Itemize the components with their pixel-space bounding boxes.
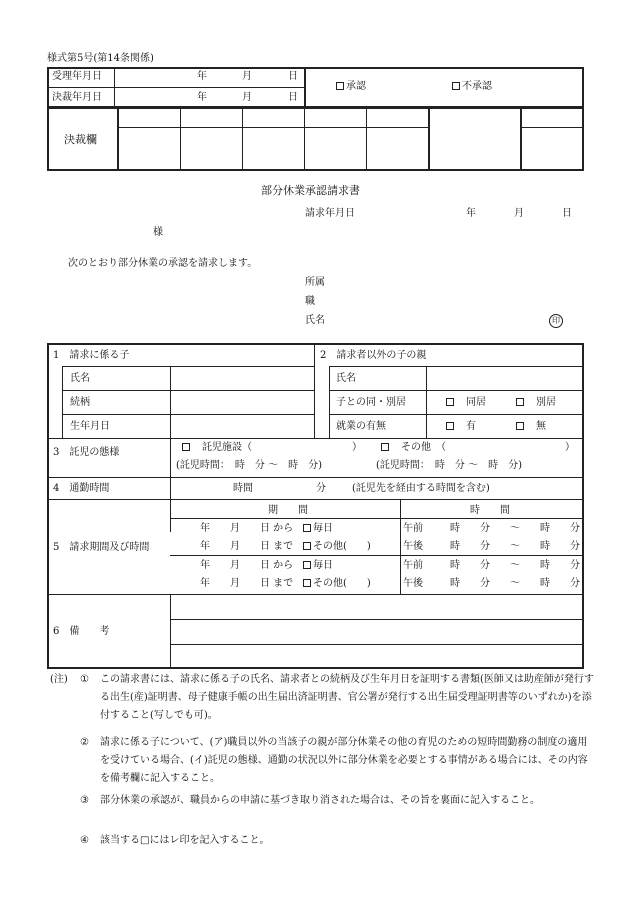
commute-hours-label: 時間 (233, 483, 253, 494)
employed-yes-label: 有 (466, 421, 476, 432)
period-start-date: 年 月 日 から (200, 560, 294, 571)
facility-close-paren: ） (352, 442, 362, 453)
intro-text: 次のとおり部分休業の承認を請求します。 (68, 258, 258, 269)
requester-name-label: 氏名 (305, 315, 325, 326)
pm-label: 午後 (403, 541, 423, 552)
month-label: 月 (242, 71, 252, 82)
employed-yes-checkbox[interactable] (446, 422, 454, 430)
daily-label: 毎日 (313, 523, 333, 534)
time-range: 時 分 ～ 時 分 (450, 523, 580, 534)
employed-no-label: 無 (536, 421, 546, 432)
facility-time-line: (託児時間： 時 分 ～ 時 分) (176, 460, 322, 471)
other-days-option[interactable] (303, 542, 371, 552)
note-item (50, 671, 595, 725)
time-range: 時 分 ～ 時 分 (450, 560, 580, 571)
month-label: 月 (242, 92, 252, 103)
section5-heading: 5 請求期間及び時間 (53, 542, 150, 553)
received-date-label: 受理年月日 (52, 71, 102, 82)
daily-checkbox[interactable] (303, 561, 311, 569)
daily-checkbox[interactable] (303, 524, 311, 532)
section2-heading: 2 請求者以外の子の親 (320, 350, 427, 361)
year-label: 年 (197, 71, 207, 82)
employed-yes-option[interactable] (446, 422, 476, 432)
approve-option[interactable] (336, 82, 366, 92)
child-birthdate-label: 生年月日 (70, 421, 110, 432)
year-label: 年 (466, 208, 476, 219)
time-range: 時 分 ～ 時 分 (450, 541, 580, 552)
day-label: 日 (288, 71, 298, 82)
cohabitation-label: 子との同・別居 (336, 397, 406, 408)
note-item (50, 792, 595, 810)
daily-option[interactable] (303, 524, 333, 534)
period-header: 期 間 (268, 505, 308, 516)
commute-minutes-label: 分 (316, 483, 326, 494)
am-label: 午前 (403, 560, 423, 571)
decided-date-label: 決裁年月日 (52, 92, 102, 103)
note-number: ④ (80, 835, 89, 846)
parent-name-label: 氏名 (336, 373, 356, 384)
day-label: 日 (288, 92, 298, 103)
time-range: 時 分 ～ 時 分 (450, 578, 580, 589)
day-label: 日 (562, 208, 572, 219)
notes-label: (注) (50, 674, 68, 685)
section3-heading: 3 託児の態様 (53, 447, 120, 458)
other-option[interactable] (381, 443, 446, 453)
note-number: ③ (80, 795, 89, 806)
disapprove-option[interactable] (452, 82, 492, 92)
request-date-label: 請求年月日 (305, 208, 355, 219)
period-end-date: 年 月 日 まで (200, 541, 294, 552)
other-time-line: (託児時間： 時 分 ～ 時 分) (376, 460, 522, 471)
employed-no-option[interactable] (516, 422, 546, 432)
document-title: 部分休業承認請求書 (261, 184, 360, 197)
daily-label: 毎日 (313, 560, 333, 571)
employed-no-checkbox[interactable] (516, 422, 524, 430)
other-days-checkbox[interactable] (303, 579, 311, 587)
commute-note: (託児先を経由する時間を含む) (352, 483, 490, 494)
separate-checkbox[interactable] (516, 398, 524, 406)
note-text: 該当する□にはレ印を記入すること。 (100, 835, 270, 846)
separate-option[interactable] (516, 398, 556, 408)
child-name-label: 氏名 (70, 373, 90, 384)
note-text: この請求書には、請求に係る子の氏名、請求者との続柄及び生年月日を証明する書類(医師又は助産師が発行する出生(産)証明書、母子健康手帳の出生届出済証明書、官公署が発行する出生届受理証明書等のいずれか)を添付すること(写しでも可)。 (100, 674, 594, 721)
decision-box (47, 107, 584, 171)
am-label: 午前 (403, 523, 423, 534)
approve-checkbox[interactable] (336, 82, 344, 90)
facility-option[interactable] (182, 443, 252, 453)
note-text: 部分休業の承認が、職員からの申請に基づき取り消された場合は、その旨を裏面に記入すること。 (100, 795, 540, 806)
remarks-field[interactable] (172, 596, 582, 668)
daily-option[interactable] (303, 561, 333, 571)
note-item (50, 734, 595, 788)
approve-label: 承認 (346, 81, 366, 92)
note-text: 請求に係る子について、(ア)職員以外の当該子の親が部分休業その他の育児のための短時間勤務の制度の適用を受けている場合、(イ)託児の態様、通勤の状況以外に部分休業を必要とする事情がある場合には、その内容を備考欄に記入すること。 (100, 737, 588, 784)
decision-column-label: 決裁欄 (64, 133, 97, 146)
seal-icon: 印 (549, 314, 563, 328)
cohabit-checkbox[interactable] (446, 398, 454, 406)
section4-heading: 4 通勤時間 (53, 483, 110, 494)
cohabit-option[interactable] (446, 398, 486, 408)
position-label: 職 (305, 296, 315, 307)
year-label: 年 (197, 92, 207, 103)
disapprove-label: 不承認 (462, 81, 492, 92)
addressee-suffix: 様 (153, 227, 163, 238)
month-label: 月 (514, 208, 524, 219)
facility-label: 託児施設（ (202, 442, 252, 453)
separate-label: 別居 (536, 397, 556, 408)
pm-label: 午後 (403, 578, 423, 589)
form-id: 様式第5号(第14条関係) (47, 53, 154, 64)
period-end-date: 年 月 日 まで (200, 578, 294, 589)
employment-label: 就業の有無 (336, 421, 386, 432)
time-header: 時 間 (470, 505, 510, 516)
note-item (50, 832, 595, 850)
affiliation-label: 所属 (305, 277, 325, 288)
other-days-label: その他( ) (313, 578, 371, 589)
other-checkbox[interactable] (381, 443, 389, 451)
other-close-paren: ） (565, 442, 575, 453)
note-number: ② (80, 737, 89, 748)
other-label: その他 （ (401, 442, 446, 453)
child-relation-label: 続柄 (70, 397, 90, 408)
disapprove-checkbox[interactable] (452, 82, 460, 90)
period-start-date: 年 月 日 から (200, 523, 294, 534)
other-days-checkbox[interactable] (303, 542, 311, 550)
section6-heading: 6 備 考 (53, 626, 110, 637)
other-days-label: その他( ) (313, 541, 371, 552)
cohabit-label: 同居 (466, 397, 486, 408)
facility-checkbox[interactable] (182, 443, 190, 451)
section1-heading: 1 請求に係る子 (53, 350, 130, 361)
note-number: ① (80, 674, 89, 685)
other-days-option[interactable] (303, 579, 371, 589)
